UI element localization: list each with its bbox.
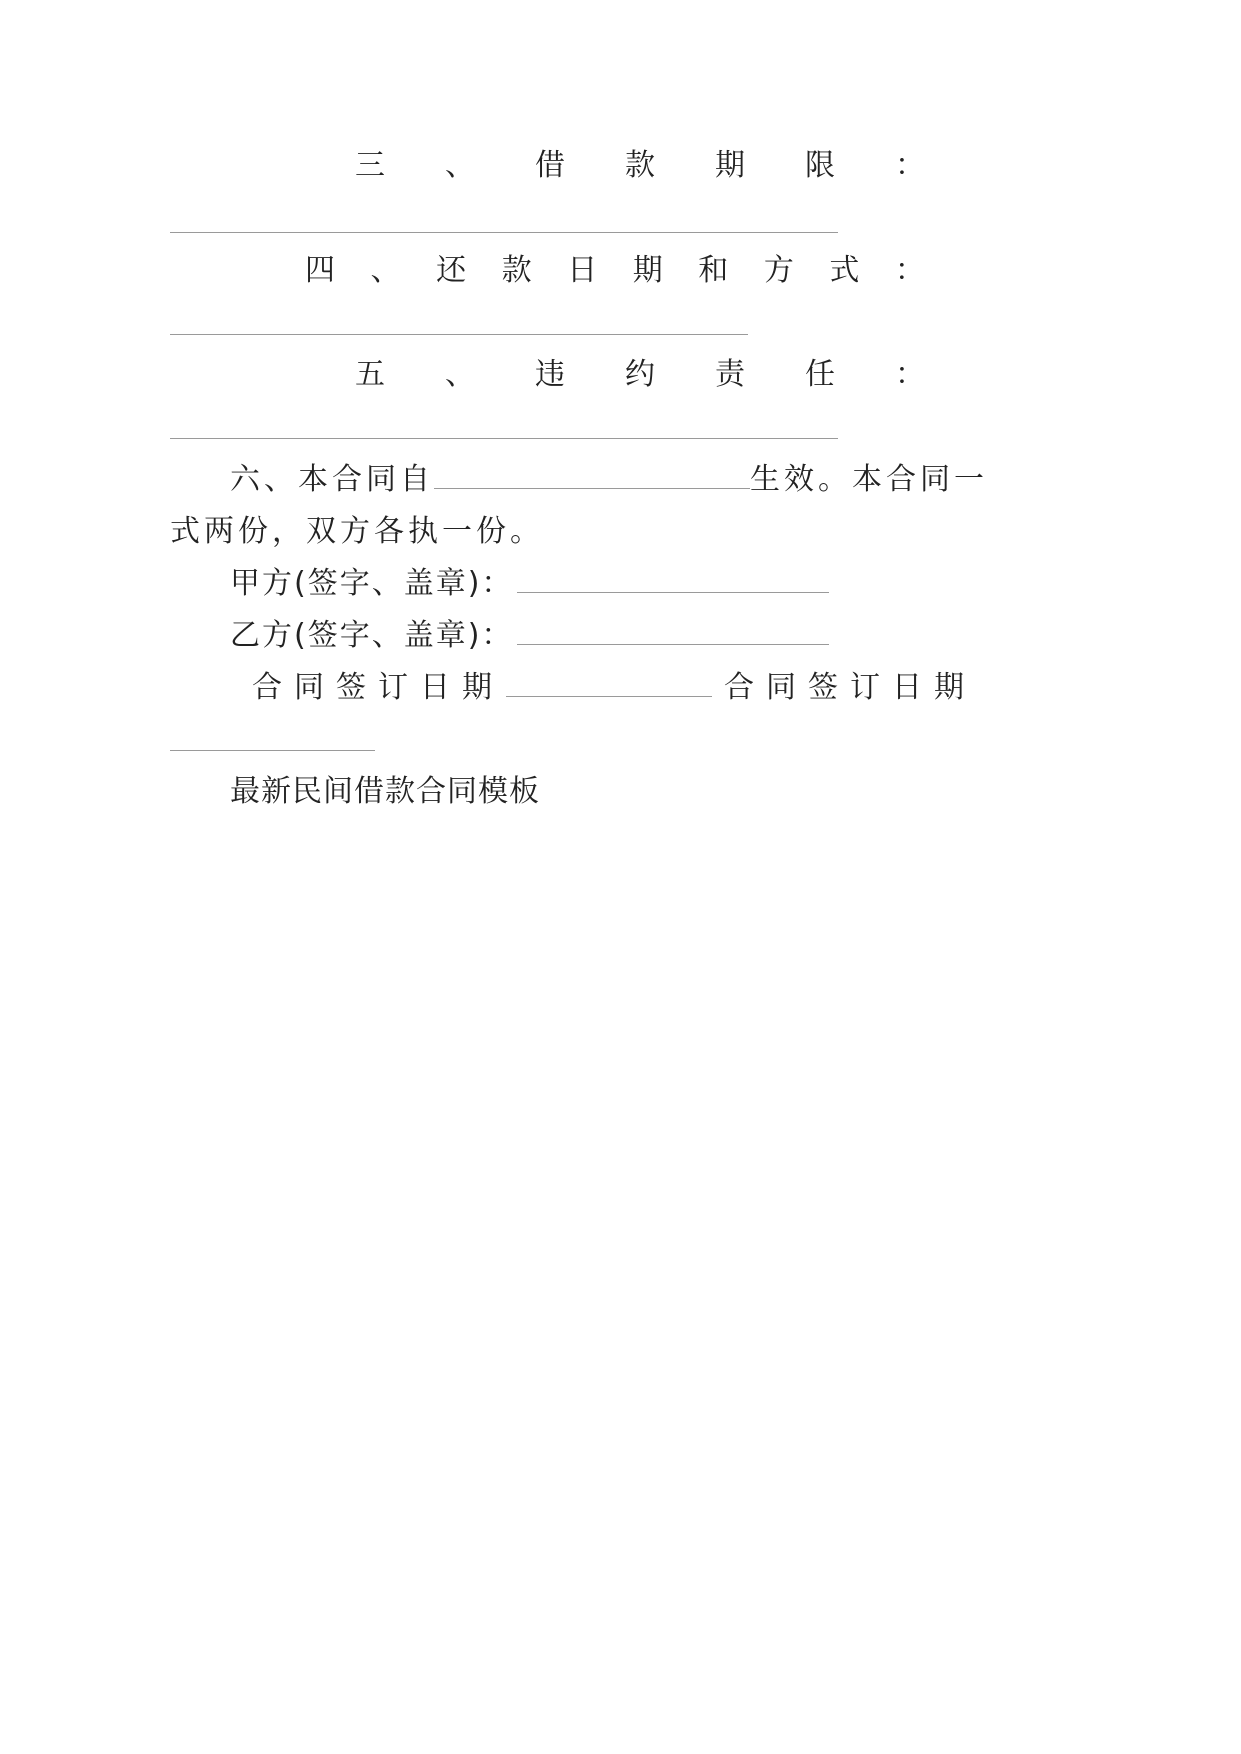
- heading-char: ：: [895, 148, 925, 183]
- heading-char: 式: [829, 253, 860, 288]
- party-b-signature-blank[interactable]: [517, 618, 829, 645]
- heading-char: ：: [895, 357, 925, 392]
- heading-char: 三: [355, 148, 385, 183]
- signing-date-line: [252, 670, 976, 706]
- document-title: [230, 774, 540, 810]
- section-6-line-1: [230, 462, 988, 498]
- heading-char: 期: [715, 148, 745, 183]
- section-3-heading: [355, 148, 925, 184]
- heading-char: 四: [305, 253, 335, 288]
- heading-char: 、: [445, 357, 475, 392]
- party-a-signature-blank[interactable]: [517, 566, 829, 593]
- section-4-heading: [305, 253, 925, 289]
- heading-char: 方: [763, 253, 794, 288]
- heading-char: 责: [715, 357, 745, 392]
- section-6-line-2: [170, 514, 544, 550]
- heading-char: 和: [698, 253, 729, 288]
- section-5-blank-line: [170, 438, 838, 439]
- section-4-blank-line: [170, 334, 748, 335]
- signing-date-label-2: 合同签订日期: [724, 670, 976, 705]
- section-5-heading: [355, 357, 925, 393]
- heading-char: 、: [370, 253, 401, 288]
- signing-date-blank-1[interactable]: [506, 670, 712, 697]
- heading-char: 五: [355, 357, 385, 392]
- section-3-blank-line: [170, 232, 838, 233]
- section-6-line-2-text: 式两份，双方各执一份。: [170, 514, 544, 549]
- heading-char: ：: [894, 253, 925, 288]
- heading-char: 约: [625, 357, 655, 392]
- party-a-signature-line: [230, 566, 829, 602]
- heading-char: 还: [436, 253, 467, 288]
- section-6-prefix: 六、本合同自: [230, 462, 434, 497]
- heading-char: 限: [805, 148, 835, 183]
- heading-char: 、: [445, 148, 475, 183]
- heading-char: 借: [535, 148, 565, 183]
- heading-char: 违: [535, 357, 565, 392]
- signing-date-blank-2: [170, 750, 375, 751]
- section-6-suffix: 生效。本合同一: [750, 462, 988, 497]
- party-b-label: 乙方(签字、盖章)：: [230, 618, 514, 653]
- signing-date-label-1: 合同签订日期: [252, 670, 504, 705]
- effective-date-blank[interactable]: [434, 462, 750, 489]
- party-a-label: 甲方(签字、盖章)：: [230, 566, 514, 601]
- heading-char: 任: [805, 357, 835, 392]
- heading-char: 日: [567, 253, 598, 288]
- heading-char: 款: [625, 148, 655, 183]
- heading-char: 款: [501, 253, 532, 288]
- party-b-signature-line: [230, 618, 829, 654]
- heading-char: 期: [632, 253, 663, 288]
- document-title-text: 最新民间借款合同模板: [230, 774, 540, 809]
